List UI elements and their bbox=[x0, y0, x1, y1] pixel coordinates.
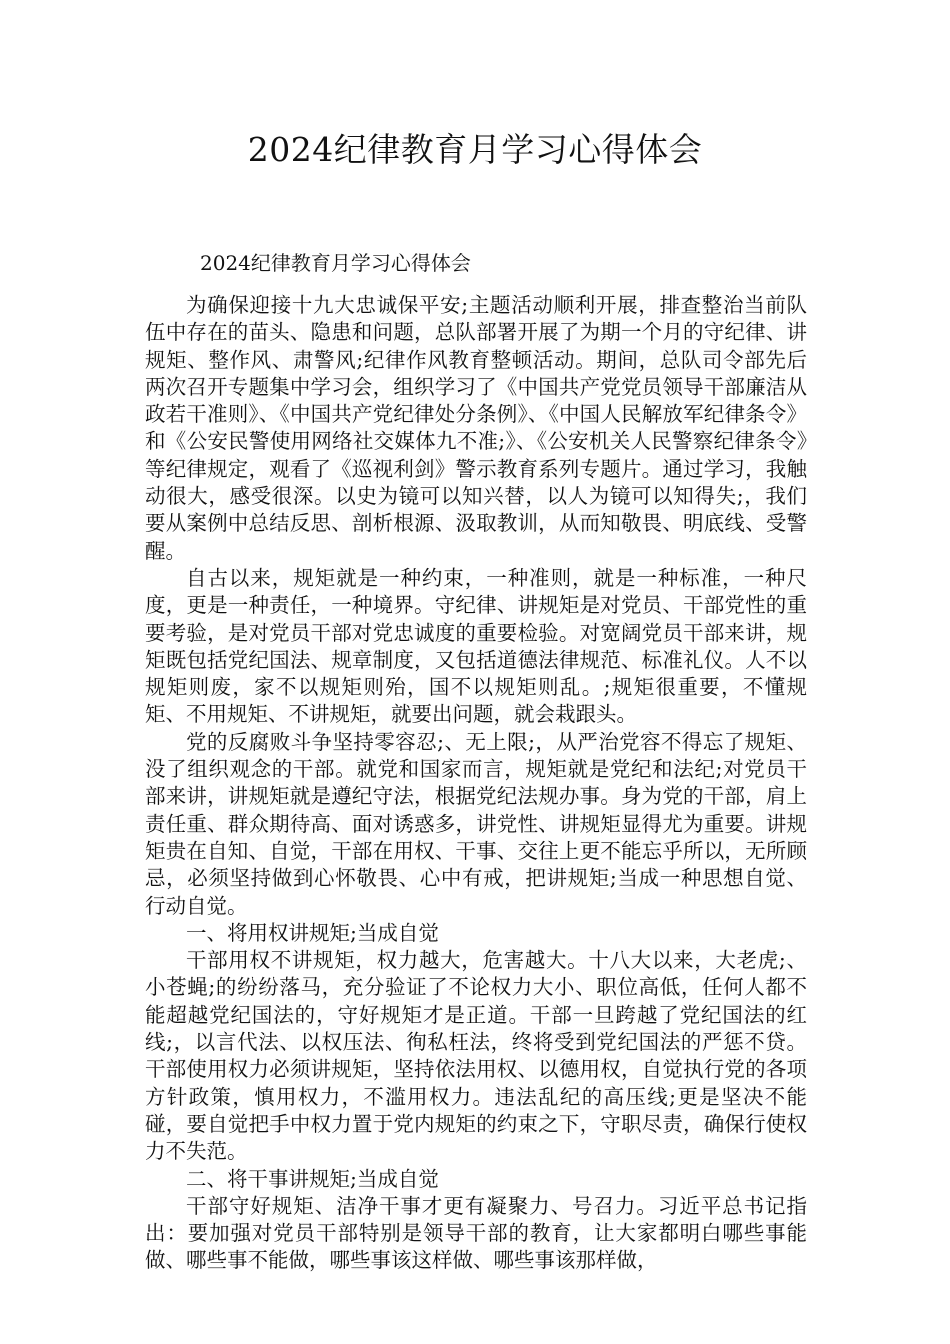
paragraph-work: 干部守好规矩、洁净干事才更有凝聚力、号召力。习近平总书记指出：要加强对党员干部特别是领导干部的教育，让大家都明白哪些事能做、哪些事不能做，哪些事该这样做、哪些事该那样做， bbox=[145, 1193, 807, 1273]
paragraph-anti-corruption: 党的反腐败斗争坚持零容忍;、无上限;，从严治党容不得忘了规矩、没了组织观念的干部。就党和国家而言，规矩就是党纪和法纪;对党员干部来讲，讲规矩就是遵纪守法，根据党纪法规办事。身为党的干部，肩上责任重、群众期待高、面对诱惑多，讲党性、讲规矩显得尤为重要。讲规矩贵在自知、自觉，干部在用权、干事、交往上更不能忘乎所以，无所顾忌，必须坚持做到心怀敬畏、心中有戒，把讲规矩;当成一种思想自觉、行动自觉。 bbox=[145, 729, 807, 918]
document-title: 2024纪律教育月学习心得体会 bbox=[247, 130, 703, 169]
document-body bbox=[145, 292, 807, 1275]
section-heading-power: 一、将用权讲规矩;当成自觉 bbox=[186, 920, 439, 945]
document-subtitle: 2024纪律教育月学习心得体会 bbox=[200, 251, 471, 275]
paragraph-rules: 自古以来，规矩就是一种约束，一种准则，就是一种标准，一种尺度，更是一种责任，一种境界。守纪律、讲规矩是对党员、干部党性的重要考验，是对党员干部对党忠诚度的重要检验。对宽阔党员干部来讲，规矩既包括党纪国法、规章制度，又包括道德法律规范、标准礼仪。人不以规矩则废，家不以规矩则殆，国不以规矩则乱。;规矩很重要，不懂规矩、不用规矩、不讲规矩，就要出问题，就会栽跟头。 bbox=[145, 565, 807, 727]
paragraph-intro: 为确保迎接十九大忠诚保平安;主题活动顺利开展，排查整治当前队伍中存在的苗头、隐患和问题，总队部署开展了为期一个月的守纪律、讲规矩、整作风、肃警风;纪律作风教育整顿活动。期间，总队司令部先后两次召开专题集中学习会，组织学习了《中国共产党党员领导干部廉洁从政若干准则》、《中国共产党纪律处分条例》、《中国人民解放军纪律条令》和《公安民警使用网络社交媒体九不准;》、《公安机关人民警察纪律条令》等纪律规定，观看了《巡视利剑》警示教育系列专题片。通过学习，我触动很大，感受很深。以史为镜可以知兴替，以人为镜可以知得失;，我们要从案例中总结反思、剖析根源、汲取教训，从而知敬畏、明底线、受警醒。 bbox=[145, 293, 807, 563]
paragraph-power: 干部用权不讲规矩，权力越大，危害越大。十八大以来，大老虎;、小苍蝇;的纷纷落马，充分验证了不论权力大小、职位高低，任何人都不能超越党纪国法的，守好规矩才是正道。干部一旦跨越了党纪国法的红线;，以言代法、以权压法、徇私枉法，终将受到党纪国法的严惩不贷。干部使用权力必须讲规矩，坚持依法用权、以德用权，自觉执行党的各项方针政策，慎用权力，不滥用权力。违法乱纪的高压线;更是坚决不能碰，要自觉把手中权力置于党内规矩的约束之下，守职尽责，确保行使权力不失范。 bbox=[145, 948, 807, 1164]
section-heading-work: 二、将干事讲规矩;当成自觉 bbox=[186, 1166, 439, 1191]
